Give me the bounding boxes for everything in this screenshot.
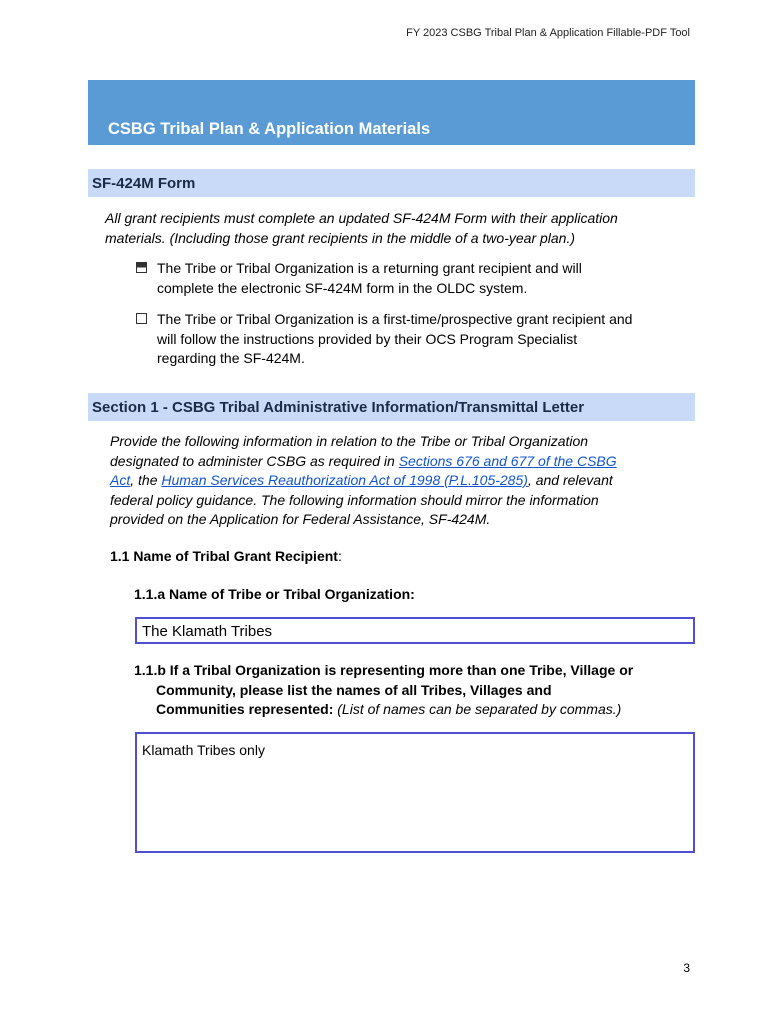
running-header: FY 2023 CSBG Tribal Plan & Application Fillable-PDF Tool	[406, 27, 690, 39]
q1-label: 1.1 Name of Tribal Grant Recipient:	[110, 548, 342, 564]
link-csbg-act[interactable]: Act	[110, 472, 131, 488]
title-banner	[88, 80, 695, 145]
tribe-name-input[interactable]	[135, 617, 695, 644]
link-csbg-sections[interactable]: Sections 676 and 677 of the CSBG	[398, 452, 617, 469]
q1b-hint: (List of names can be separated by commas.)	[337, 701, 622, 717]
section1-heading	[88, 393, 695, 421]
checkbox-checked-icon[interactable]	[136, 262, 147, 273]
sf424-section-heading	[88, 169, 695, 197]
sf424-intro-line: All grant recipients must complete an updated SF-424M Form with their application	[105, 210, 618, 226]
page-number: 3	[683, 961, 690, 975]
link-hs-reauthorization-act[interactable]: Human Services Reauthorization Act of 1998 (P.L.105-285)	[161, 472, 528, 488]
tribe-name-value: The Klamath Tribes	[142, 623, 273, 640]
option-label: The Tribe or Tribal Organization is a first-time/prospective grant recipient and will follow the instructions provided by their OCS Program Specialist regarding the SF-424M.	[157, 311, 633, 366]
checkbox-unchecked-icon[interactable]	[136, 313, 147, 324]
banner-title: CSBG Tribal Plan & Application Materials	[108, 120, 431, 138]
tribes-represented-textarea[interactable]	[135, 732, 695, 853]
section1-heading-text: Section 1 - CSBG Tribal Administrative Information/Transmittal Letter	[92, 399, 585, 416]
sf424-intro-line: materials. (Including those grant recipients in the middle of a two-year plan.)	[105, 229, 576, 246]
q1a-label: 1.1.a Name of Tribe or Tribal Organization:	[134, 586, 415, 602]
option-returning-recipient[interactable]	[136, 259, 696, 298]
option-first-time-recipient[interactable]	[136, 310, 696, 369]
sf424-intro	[105, 209, 618, 248]
tribes-represented-value: Klamath Tribes only	[142, 742, 265, 758]
section1-instructions: Provide the following information in relation to the Tribe or Tribal Organization designated to administer CSBG as required in Sections 676 and 677 of the CSBG Act, the Human Services Reauthorization Act of 1998 (P.L.105-285), and relevant federal policy guidance. The following information should mirror the information provided on the Application for Federal Assistance, SF-424M.	[110, 433, 617, 527]
sf424-heading-text: SF-424M Form	[92, 175, 196, 192]
q1b-label: 1.1.b If a Tribal Organization is representing more than one Tribe, Village or Community, please list the names of all Tribes, Villages and Communities represented: (List of names can be separated by commas.)	[134, 662, 634, 717]
option-label: The Tribe or Tribal Organization is a returning grant recipient and will complete the electronic SF-424M form in the OLDC system.	[157, 260, 582, 296]
